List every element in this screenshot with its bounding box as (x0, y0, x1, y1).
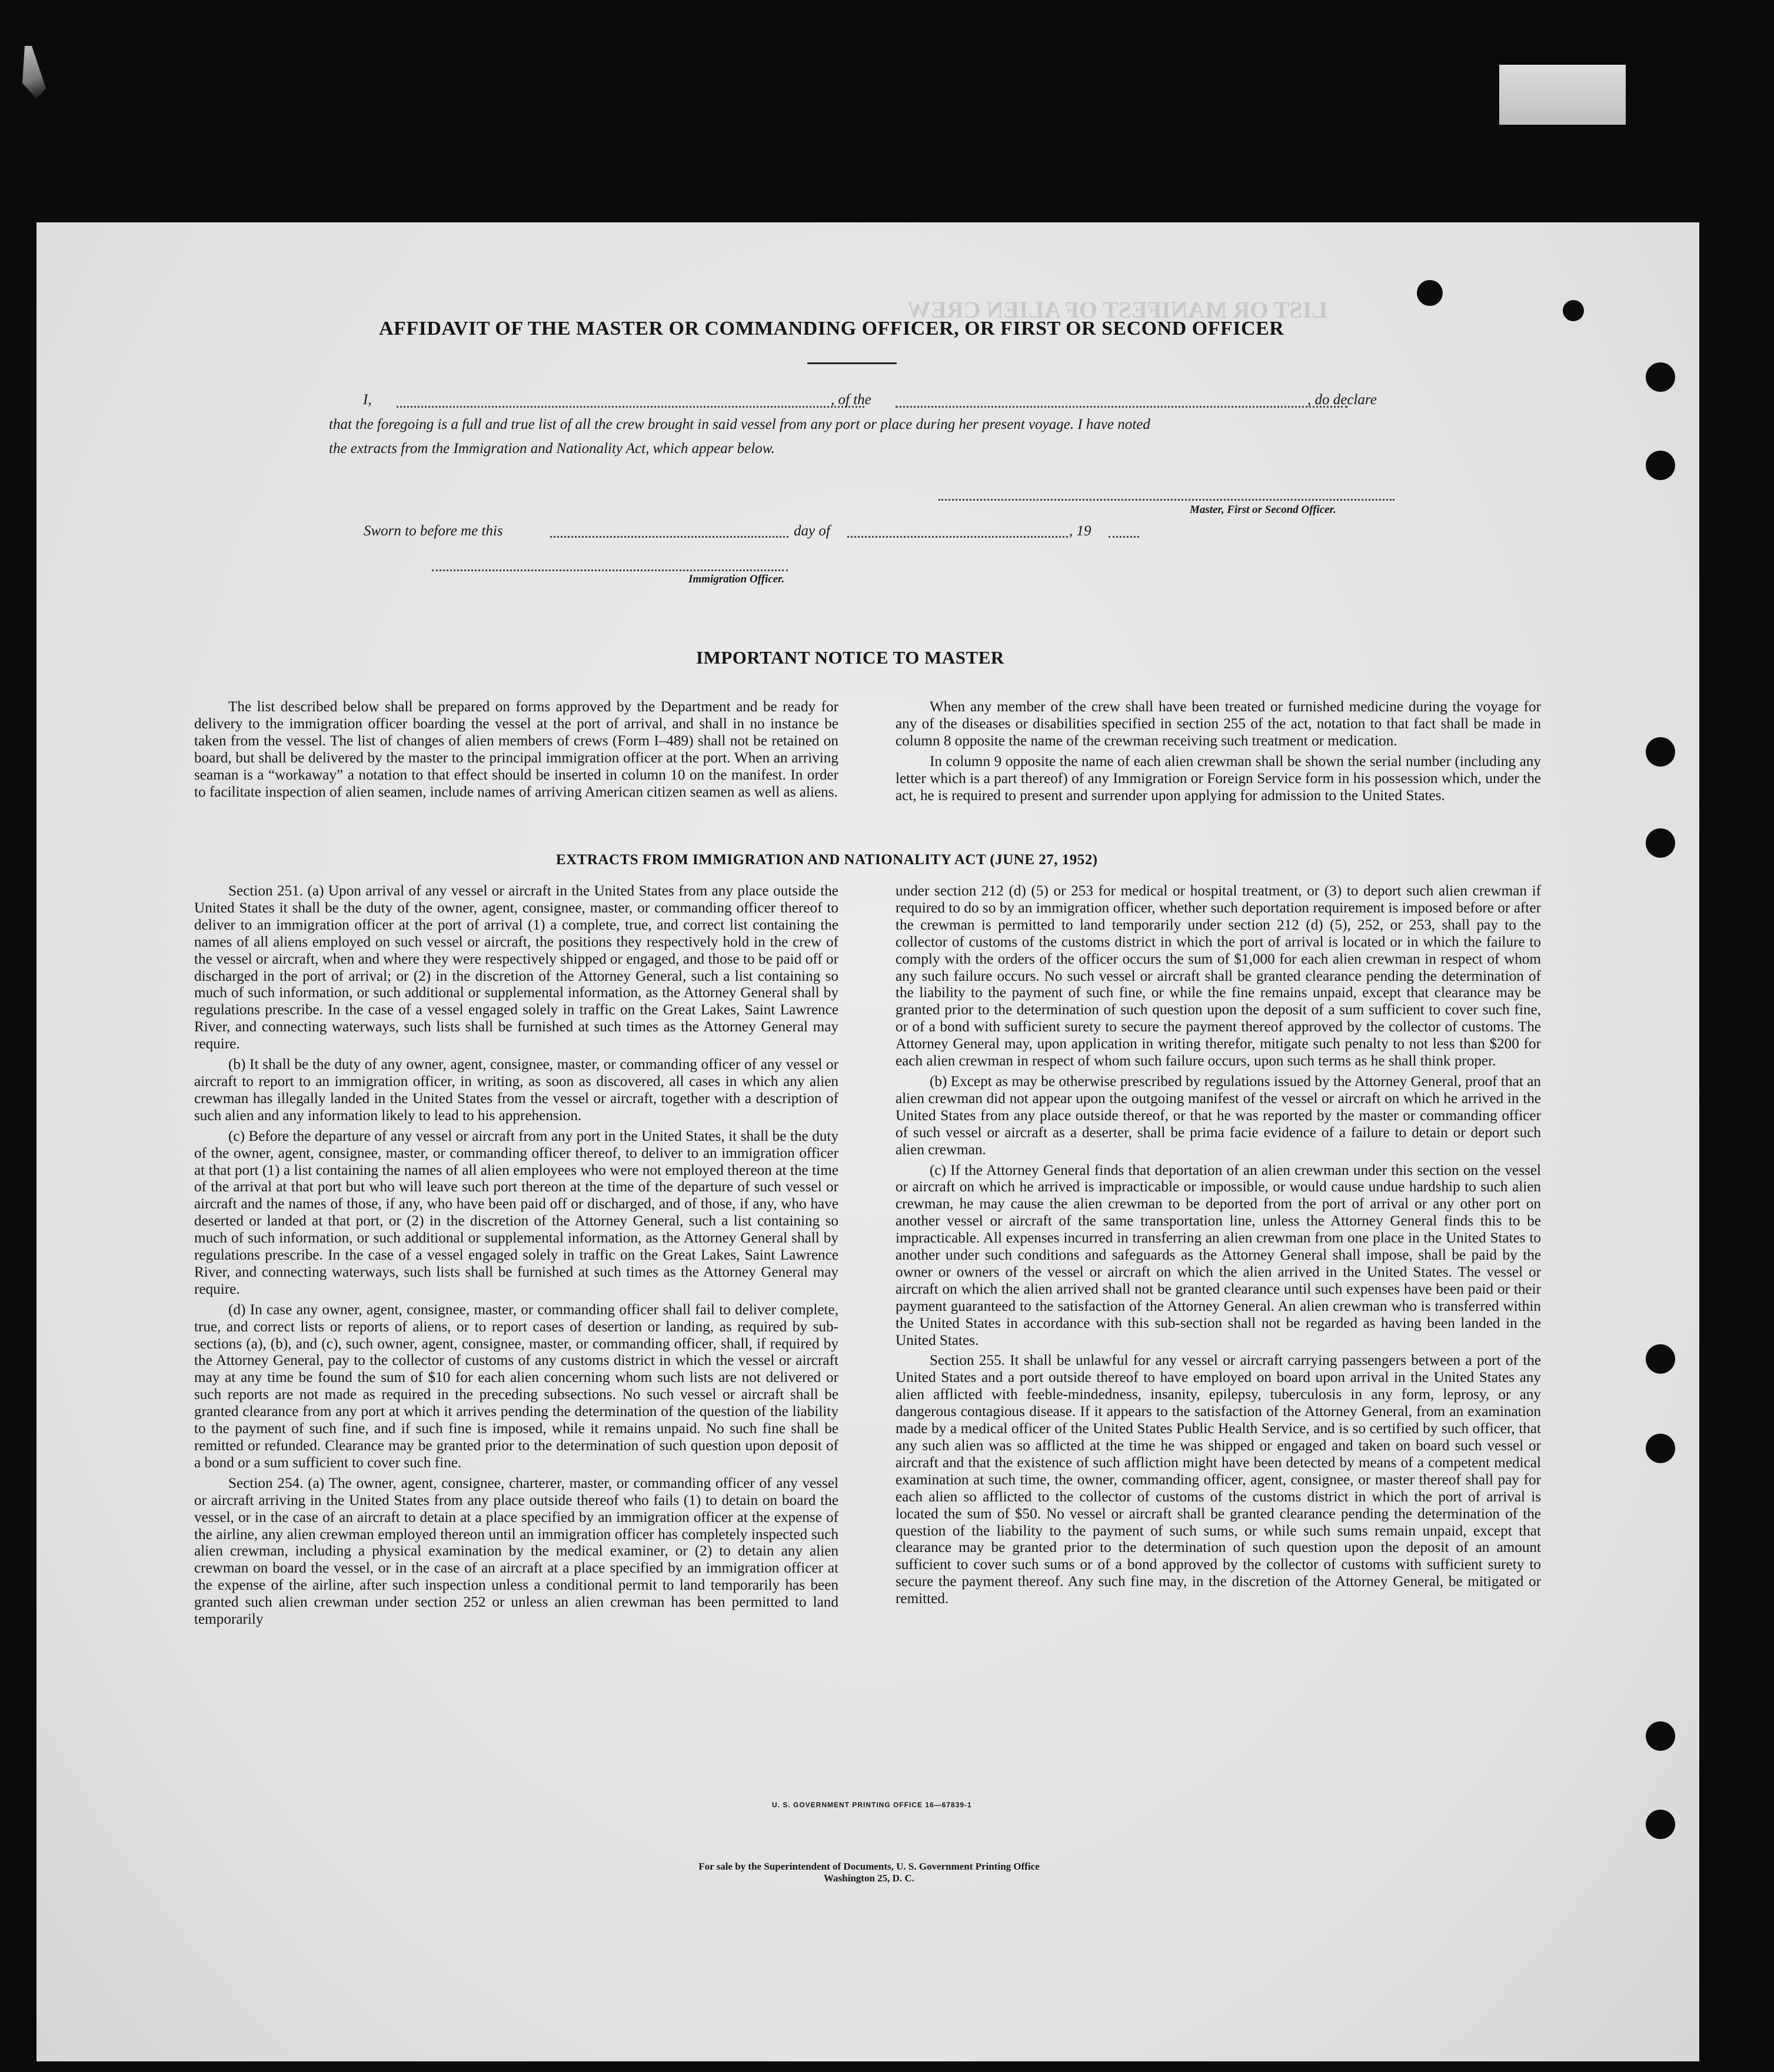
title-rule (807, 362, 897, 364)
affidavit-declare-label: , do declare (1307, 392, 1377, 408)
affidavit-statement-line2: that the foregoing is a full and true list of all the crew brought in said vessel from any port or place during her present voyage. I have noted (329, 417, 1150, 432)
notice-title: IMPORTANT NOTICE TO MASTER (696, 647, 1004, 668)
footer-line-2: Washington 25, D. C. (824, 1873, 914, 1884)
extract-paragraph: Section 251. (a) Upon arrival of any vessel or aircraft in the United States from any place outside the United States it shall be the duty of the owner, agent, consignee, master, or commanding officer thereof to deliver to an immigration officer at the port of arrival (1) a complete, true, and correct list containing the names of all aliens employed on such vessel or aircraft, the positions they respectively hold in the crew of the vessel or aircraft, when and where they were respectively shipped or engaged, and those to be paid off or discharged in the port of arrival; or (2) in the discretion of the Attorney General, such a list containing so much of such information, or such additional or supplemental information, as the Attorney General shall by regulations prescribe. In the case of a vessel engaged solely in traffic on the Great Lakes, Saint Lawrence River, and connecting waterways, such lists shall be furnished at such times as the Attorney General may require. (194, 883, 838, 1052)
affidavit-statement-line3: the extracts from the Immigration and Nationality Act, which appear below. (329, 441, 775, 457)
document-page (36, 222, 1699, 2061)
sworn-year-blank-line (1109, 536, 1139, 538)
affidavit-i-label: I, (363, 392, 372, 408)
punch-hole (1646, 451, 1675, 480)
officer-signature-line (432, 569, 788, 571)
footer-line-1: For sale by the Superintendent of Documents, U. S. Government Printing Office (698, 1861, 1040, 1872)
sworn-day-blank-line (550, 536, 788, 538)
master-signature-label: Master, First or Second Officer. (1190, 504, 1336, 516)
punch-hole (1646, 1434, 1675, 1463)
notice-left-paragraph: The list described below shall be prepared on forms approved by the Department and be ready for delivery to the immigration officer boarding the vessel at the port of arrival, and shall in no instance be taken from the vessel. The list of changes of alien members of crews (Form I–489) shall not be retained on board, but shall be delivered by the master to the principal immigration officer at the port. When an arriving seaman is a “workaway” a notation to that effect should be inserted in column 10 on the manifest. In order to facilitate inspection of alien seamen, include names of arriving American citizen seamen as well as aliens. (194, 699, 838, 800)
notice-right-paragraph: When any member of the crew shall have been treated or furnished medicine during the voyage for any of the diseases or disabilities specified in section 255 of the act, notation to that fact shall be made in column 8 opposite the name of the crewman receiving such treatment or medication. (896, 699, 1541, 749)
punch-hole (1646, 737, 1675, 767)
punch-hole (1646, 828, 1675, 858)
year-label: , 19 (1069, 523, 1091, 539)
vessel-blank-line (896, 406, 1347, 408)
master-signature-line (938, 499, 1394, 501)
notice-right-column (896, 699, 1541, 808)
extract-paragraph: under section 212 (d) (5) or 253 for medical or hospital treatment, or (3) to deport such alien crewman if required to do so by an immigration officer, whether such deportation requirement is imposed before or after the crewman is permitted to land temporarily under section 212 (d) (5), 252, or 253, shall pay to the collector of customs of the customs district in which the port of arrival is located or in which the failure to comply with the orders of the officer occurs the sum of $1,000 for each alien crewman in respect of whom any such failure occurs. No such vessel or aircraft shall be granted clearance pending the determination of the liability to the payment of such fine, or while the fine remains unpaid, except that clearance may be granted prior to the determination of such question upon the deposit of a sum sufficient to cover such fine, or of a bond with sufficient surety to secure the payment thereof approved by the collector of customs. The Attorney General may, upon application in writing therefor, mitigate such penalty to not less than $200 for each alien crewman in respect of whom such failure occurs, upon such terms as he shall think proper. (896, 883, 1541, 1070)
extract-paragraph: Section 255. It shall be unlawful for any vessel or aircraft carrying passengers between a port of the United States and a port outside thereof to have employed on board upon arrival in the United States any alien afflicted with feeble-mindedness, insanity, epilepsy, tuberculosis in any form, leprosy, or any dangerous contagious disease. If it appears to the satisfaction of the Attorney General, from an examination made by a medical officer of the United States Public Health Service, and is so certified by such officer, that any such alien was so afflicted at the time he was shipped or engaged and taken on board such vessel or aircraft and that the existence of such affliction might have been detected by means of a competent medical examination at such time, the owner, commanding officer, agent, consignee, or master thereof shall pay for each alien so afflicted to the collector of customs of the customs district in which the port of arrival is located the sum of $50. No vessel or aircraft shall be granted clearance pending the determination of the question of the liability to the payment of such sums, or while such sums remain unpaid, except that clearance may be granted prior to the determination of such question upon the deposit of an amount sufficient to cover such sums or of a bond approved by the collector of customs with sufficient surety to secure the payment thereof. Any such fine may, in the discretion of the Attorney General, be mitigated or remitted. (896, 1353, 1541, 1607)
footer (625, 1861, 1113, 1884)
punch-hole (1417, 280, 1443, 306)
punch-hole (1646, 1810, 1675, 1839)
extract-paragraph: (c) Before the departure of any vessel or aircraft from any port in the United States, it shall be the duty of the owner, agent, consignee, master, or commanding officer thereof, to deliver to an immigration officer at that port (1) a list containing the names of all alien employees who were not employed thereon at the time of the arrival at that port but who will leave such port thereon at the time of the departure of such vessel or aircraft and the names of those, if any, who have been paid off or discharged, and of those, if any, who have deserted or landed at that port, or (2) in the discretion of the Attorney General, such a list containing so much of such information, or such additional or supplemental information, as the Attorney General shall by regulations prescribe. In the case of a vessel engaged solely in traffic on the Great Lakes, Saint Lawrence River, and connecting waterways, such lists shall be furnished at such times as the Attorney General may require. (194, 1128, 838, 1297)
bleed-through-text: LIST OR MANIFEST OF ALIEN CREW (907, 297, 1327, 323)
punch-hole (1646, 1721, 1675, 1751)
officer-signature-label: Immigration Officer. (688, 573, 785, 585)
extracts-right-column (896, 883, 1541, 1611)
day-of-label: day of (794, 523, 830, 539)
extracts-left-column (194, 883, 838, 1632)
punch-hole (1646, 1344, 1675, 1374)
affidavit-title: AFFIDAVIT OF THE MASTER OR COMMANDING OFFICER, OR FIRST OR SECOND OFFICER (379, 318, 1284, 339)
extract-paragraph: Section 254. (a) The owner, agent, consignee, charterer, master, or commanding officer of any vessel or aircraft arriving in the United States from any place outside thereof who fails (1) to detain on board the vessel, or in the case of an aircraft to detain at a place specified by an immigration officer at the expense of the airline, any alien crewman employed thereon until an immigration officer has completely inspected such alien crewman, including a physical examination by the medical examiner, or (2) to detain any alien crewman on board the vessel, or in the case of an aircraft at a place specified by an immigration officer at the expense of the airline, after such inspection unless a conditional permit to land temporarily has been granted such alien crewman under section 252 or unless an alien crewman has been permitted to land temporarily (194, 1475, 838, 1628)
affidavit-of-the-label: , of the (831, 392, 871, 408)
notice-left-column (194, 699, 838, 804)
extracts-title: EXTRACTS FROM IMMIGRATION AND NATIONALITY ACT (JUNE 27, 1952) (556, 852, 1098, 868)
notice-right-paragraph: In column 9 opposite the name of each alien crewman shall be shown the serial number (including any letter which is a part thereof) of any Immigration or Foreign Service form in his possession which, under the act, he is required to present and surrender upon applying for admission to the United States. (896, 753, 1541, 804)
punch-hole (1563, 300, 1584, 321)
sworn-month-blank-line (847, 536, 1068, 538)
extract-paragraph: (b) It shall be the duty of any owner, agent, consignee, master, or commanding officer of any vessel or aircraft to report to an immigration officer, in writing, as soon as discovered, all cases in which any alien crewman has illegally landed in the United States from the vessel or aircraft, together with a description of such alien and any information likely to lead to his apprehension. (194, 1057, 838, 1124)
extract-paragraph: (d) In case any owner, agent, consignee, master, or commanding officer shall fail to deliver complete, true, and correct lists or reports of aliens, or to report cases of desertion or landing, as required by sub-sections (a), (b), and (c), such owner, agent, consignee, master, or commanding officer, shall, if required by the Attorney General, pay to the collector of customs of any customs district in which the vessel or aircraft may at any time be found the sum of $10 for each alien concerning whom such lists are not delivered or such reports are not made as required in the preceding subsections. No such vessel or aircraft shall be granted clearance from any port at which it arrives pending the determination of the question of the liability to the payment of such fine, and if such fine is imposed, while it remains unpaid. No such fine shall be remitted or refunded. Clearance may be granted prior to the determination of such question upon deposit of a bond or a sum sufficient to cover such fine. (194, 1301, 838, 1471)
sworn-label: Sworn to before me this (364, 523, 503, 539)
scan-artifact-right (1499, 65, 1626, 125)
punch-hole (1646, 362, 1675, 392)
extract-paragraph: (c) If the Attorney General finds that deportation of an alien crewman under this section on the vessel or aircraft on which he arrived is impracticable or impossible, or would cause undue hardship to such alien crewman, he may cause the alien crewman to be deported from the port of arrival or any other port on another vessel or aircraft of the same transportation line, unless the Attorney General finds this to be impracticable. All expenses incurred in transferring an alien crewman from one place in the United States to another under such conditions and safeguards as the Attorney General shall impose, shall be paid by the owner or owners of the vessel or aircraft on which the alien arrived in the United States. The vessel or aircraft on which the alien arrived shall not be granted clearance until such expenses have been paid or their payment guaranteed to the satisfaction of the Attorney General. An alien crewman who is transferred within the United States in accordance with this sub-section shall not be regarded as having been landed in the United States. (896, 1162, 1541, 1348)
printer-mark: U. S. GOVERNMENT PRINTING OFFICE 16—67839-1 (772, 1801, 972, 1809)
scan-artifact-left (22, 46, 46, 99)
extract-paragraph: (b) Except as may be otherwise prescribed by regulations issued by the Attorney General, proof that an alien crewman did not appear upon the outgoing manifest of the vessel or aircraft on which he arrived in the United States from any place outside thereof, or that he was reported by the master or commanding officer of such vessel or aircraft as a deserter, shall be prima facie evidence of a failure to detain or deport such alien crewman. (896, 1073, 1541, 1158)
name-blank-line (397, 406, 864, 408)
